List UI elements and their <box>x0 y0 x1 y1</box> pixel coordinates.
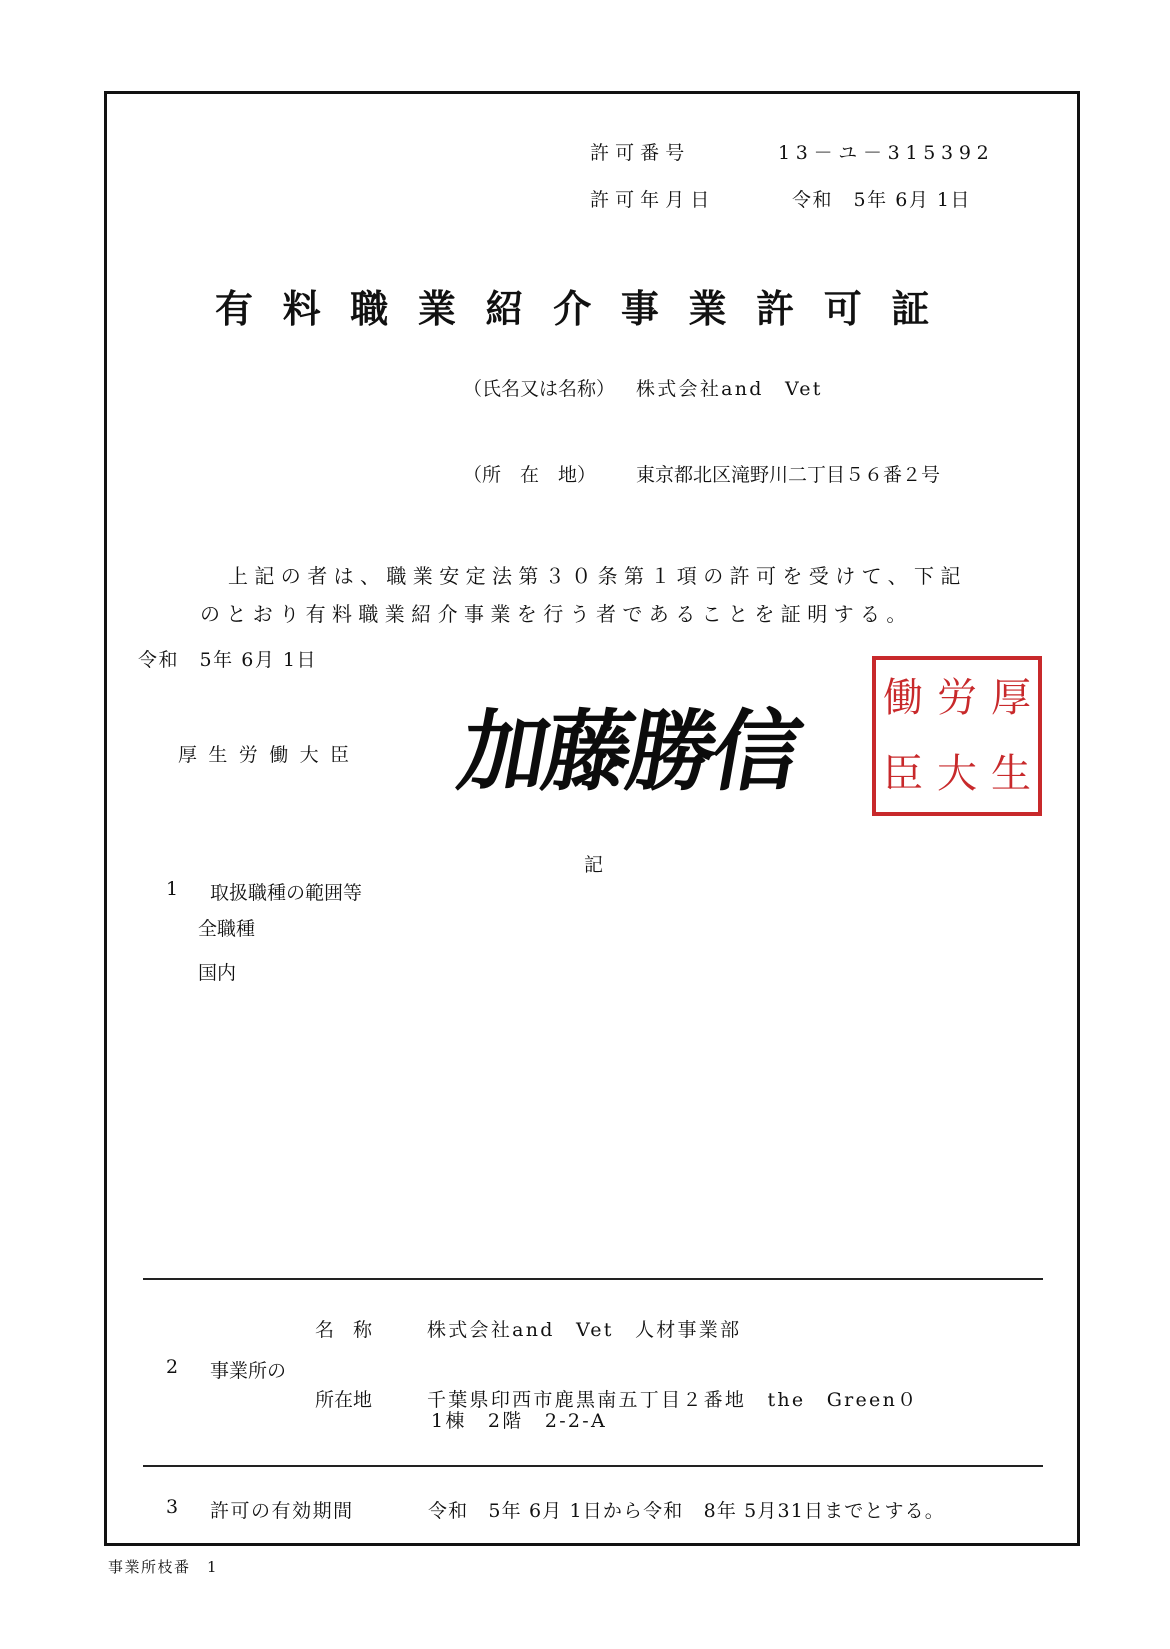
section-2-name-value: 株式会社and Vet 人材事業部 <box>427 1319 742 1341</box>
holder-name-value: 株式会社and Vet <box>636 378 823 400</box>
seal-char-1: 働 <box>883 675 923 721</box>
section-2-number: 2 <box>166 1356 179 1378</box>
section-1-item-1: 全職種 <box>198 918 256 940</box>
permit-number-label: 許可番号 <box>590 142 691 164</box>
office-branch-number: 事業所枝番 1 <box>108 1558 219 1576</box>
section-3-value: 令和 5年 6月 1日から令和 8年 5月31日までとする。 <box>428 1500 945 1522</box>
statement-line-2: のとおり有料職業紹介事業を行う者であることを証明する。 <box>200 602 913 626</box>
minister-signature: 加藤勝信 <box>451 699 807 803</box>
permit-number-value: 13－ユ－315392 <box>778 142 995 164</box>
ki-mark: 記 <box>584 854 604 876</box>
minister-seal <box>872 656 1042 816</box>
statement-line-1: 上記の者は、職業安定法第３０条第１項の許可を受けて、下記 <box>228 564 967 588</box>
section-2-name-label: 名 称 <box>315 1319 373 1341</box>
issue-date: 令和 5年 6月 1日 <box>138 649 318 671</box>
section-1-item-2: 国内 <box>198 962 237 984</box>
permit-date-value: 令和 5年 6月 1日 <box>792 189 972 211</box>
holder-address-value: 東京都北区滝野川二丁目５６番２号 <box>636 464 941 486</box>
holder-address-label: （所 在 地） <box>463 464 597 486</box>
divider-1 <box>143 1278 1043 1280</box>
section-2-address-line-1: 千葉県印西市鹿黒南五丁目２番地 the Green０ <box>427 1389 919 1411</box>
seal-char-6: 生 <box>991 751 1031 797</box>
section-2-heading: 事業所の <box>210 1360 287 1382</box>
seal-char-3: 厚 <box>991 675 1031 721</box>
section-2-address-line-2: 1棟 2階 2-2-A <box>431 1410 607 1432</box>
section-3-number: 3 <box>166 1496 179 1518</box>
holder-name-label: （氏名又は名称） <box>463 378 616 400</box>
minister-title: 厚生労働大臣 <box>178 744 361 766</box>
seal-char-2: 労 <box>937 675 977 721</box>
section-1-number: 1 <box>166 878 179 900</box>
seal-char-4: 臣 <box>883 751 923 797</box>
divider-2 <box>143 1465 1043 1467</box>
section-2-address-label: 所在地 <box>315 1389 373 1411</box>
section-1-heading: 取扱職種の範囲等 <box>210 882 363 904</box>
section-3-heading: 許可の有効期間 <box>210 1500 354 1522</box>
document-title: 有料職業紹介事業許可証 <box>215 286 960 331</box>
permit-date-label: 許可年月日 <box>590 189 716 211</box>
seal-char-5: 大 <box>937 751 977 797</box>
